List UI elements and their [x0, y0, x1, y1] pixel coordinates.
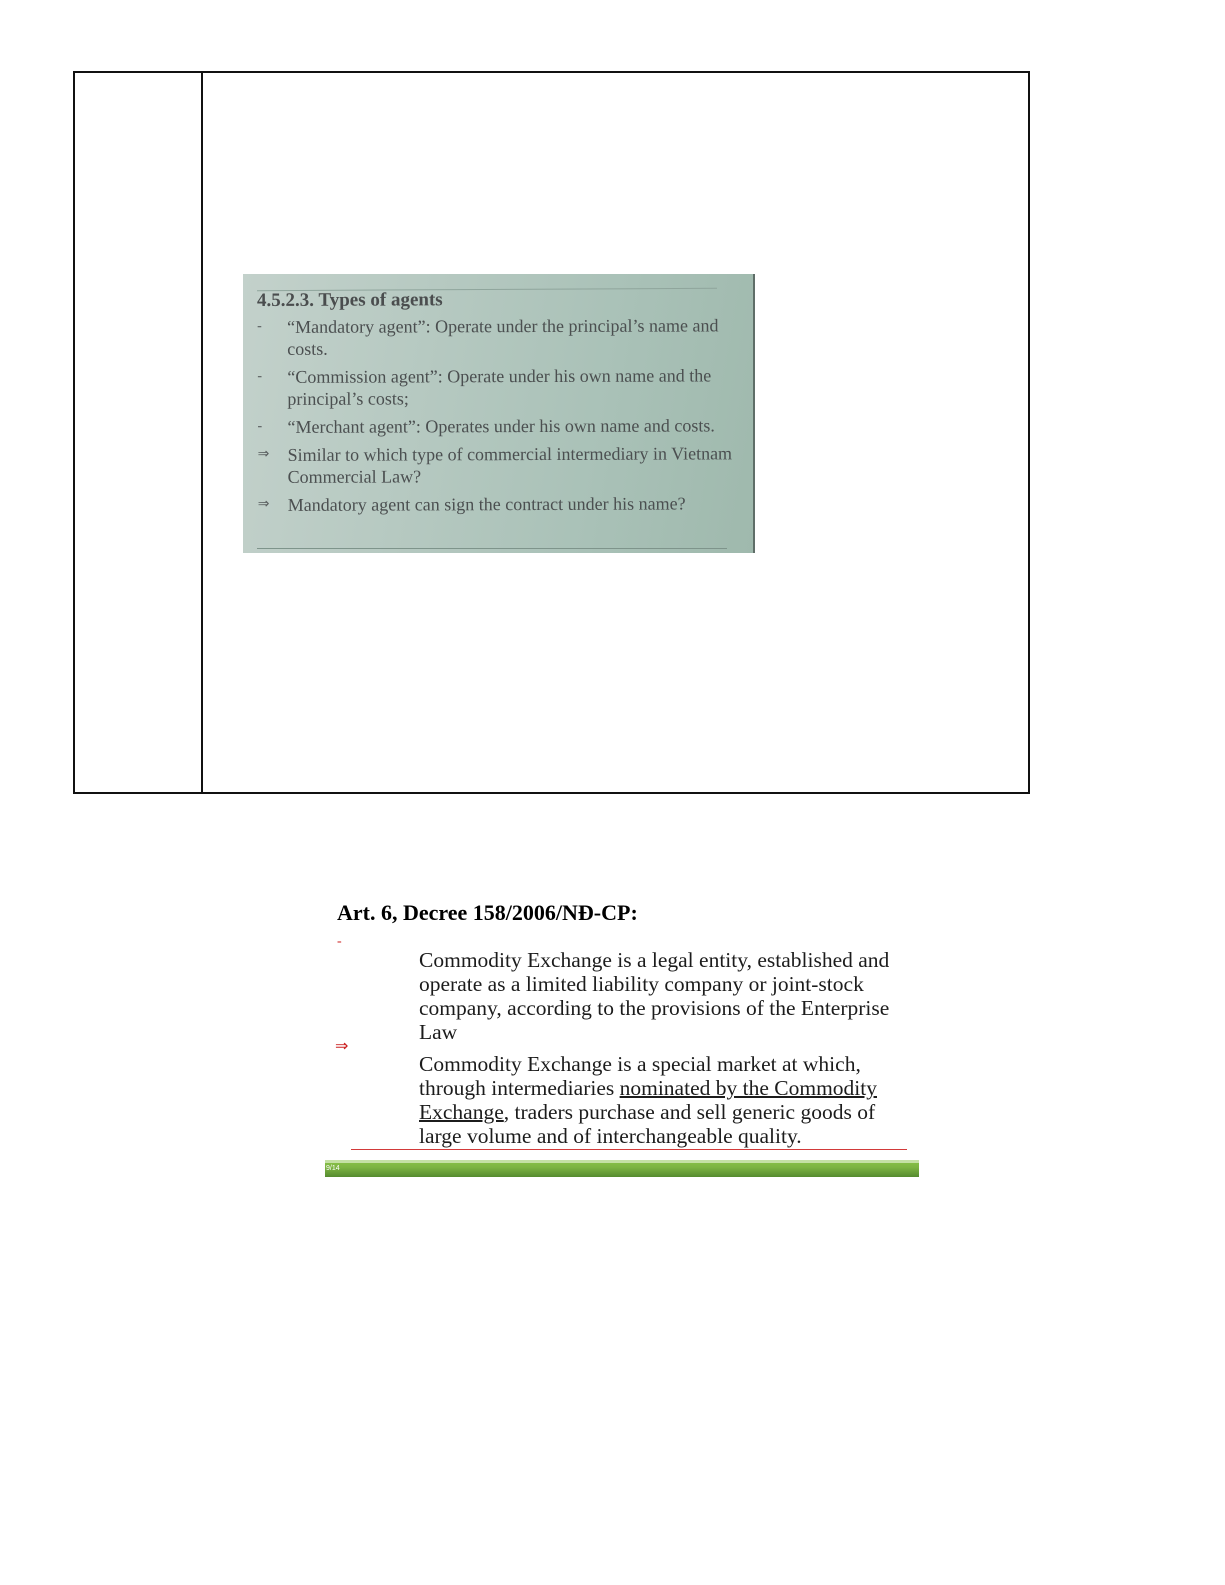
- photo-list-item: [258, 442, 748, 488]
- photo-title: 4.5.2.3. Types of agents: [257, 289, 443, 311]
- dash-bullet: -: [257, 368, 262, 384]
- agent-types-photo: [243, 274, 755, 553]
- photo-list-item: [257, 314, 747, 360]
- slide-paragraph-1: Commodity Exchange is a legal entity, established and operate as a limited liability company or joint-stock company, according to the provisions of the Enterprise Law: [419, 948, 890, 1044]
- arrow-icon: ⇒: [257, 446, 270, 462]
- red-arrow-icon: ⇒: [335, 1038, 349, 1055]
- arrow-icon: ⇒: [257, 496, 270, 512]
- footer-highlight: [325, 1160, 919, 1163]
- slide-page-number: 9/14: [326, 1165, 340, 1172]
- photo-item-text: “Mandatory agent”: Operate under the principal’s name and costs.: [287, 315, 719, 359]
- red-dash-marker: -: [337, 934, 342, 949]
- photo-item-text: Mandatory agent can sign the contract under his name?: [287, 493, 686, 515]
- photo-bottom-rule: [257, 548, 727, 549]
- dash-bullet: -: [257, 318, 262, 334]
- photo-item-text: “Commission agent”: Operate under his own name and the principal’s costs;: [287, 365, 712, 409]
- photo-item-text: “Merchant agent”: Operates under his own name and costs.: [287, 415, 715, 437]
- photo-list-item: [258, 492, 748, 516]
- photo-content: [257, 288, 748, 522]
- paragraph-text: , traders purchase and sell generic goods of large volume and of interchangeable quality.: [419, 1100, 876, 1148]
- table-left-column: [75, 73, 203, 792]
- slide-title: Art. 6, Decree 158/2006/NĐ-CP:: [337, 900, 638, 925]
- slide-footer-bar: [325, 1160, 919, 1177]
- photo-item-text: Similar to which type of commercial intermediary in Vietnam Commercial Law?: [287, 443, 733, 487]
- photo-list-item: [257, 364, 747, 410]
- slide-paragraph-2: [419, 1052, 909, 1148]
- red-underline-rule: [351, 1149, 907, 1150]
- underlined-text: nominated by the Commodity Exchange: [419, 1076, 877, 1124]
- dash-bullet: -: [257, 418, 263, 434]
- paragraph-text: Commodity Exchange is a special market at which, through intermediaries: [419, 1052, 861, 1100]
- photo-list-item: [257, 414, 747, 438]
